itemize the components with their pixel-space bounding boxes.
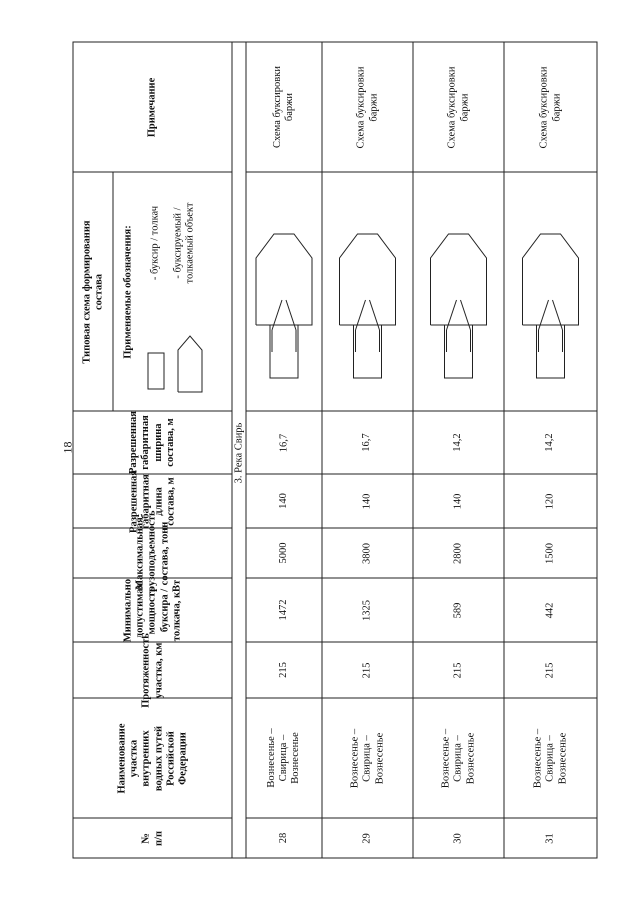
cell-length: 215 [361,662,373,678]
cell-max-width: 14,2 [452,433,464,452]
barge-hull [523,234,579,325]
cell-length: 215 [452,662,464,678]
tug-body [445,325,473,378]
cell-length: 215 [544,662,556,678]
cell-num: 30 [452,832,464,844]
cell-capacity: 3800 [361,542,373,564]
header-name: Наименование участка внутренних водных путей Российской Федерации [116,723,188,793]
legend-object-label: - буксируемый / толкаемый объект [171,202,195,283]
cell-power: 442 [544,602,556,618]
header-capacity: Максимальная грузоподъемность состава, тонн [134,509,170,597]
header-scheme: Типовая схема формирования состава [80,219,104,364]
cell-num: 31 [544,832,556,844]
cell-power: 1325 [361,599,373,621]
header-num: № п/п [140,830,164,846]
cell-name: Вознесенье – Свирица – Вознесенье [440,728,476,788]
cell-max-length: 140 [361,493,373,509]
cell-power: 1472 [277,599,289,621]
cell-capacity: 1500 [544,542,556,564]
barge-hull [340,234,396,325]
cell-max-length: 120 [544,493,556,509]
cell-max-width: 16,7 [361,433,373,452]
cell-note: Схема буксировки баржи [271,66,295,149]
header-power: Минимально допустимая мощность буксира / толкача, кВт [122,578,182,642]
towing-scheme-icon [523,234,579,378]
cell-num: 28 [277,832,289,844]
towing-scheme-icon [431,234,487,378]
legend-tug-label: - буксир / толкач [148,205,160,280]
cell-note: Схема буксировки баржи [446,66,470,149]
header-legend-title: Применяемые обозначения: [121,224,133,359]
cell-max-length: 140 [277,493,289,509]
towing-scheme-icon [256,234,312,378]
barge-hull [256,234,312,325]
cell-length: 215 [277,662,289,678]
cell-name: Вознесенье – Свирица – Вознесенье [532,728,568,788]
header-note: Примечание [146,77,158,137]
barge-legend-icon [148,353,164,389]
tug-body [354,325,382,378]
page-number: 18 [60,441,75,454]
towing-scheme-icon [340,234,396,378]
header-max-length: Разрешенная габаритная длина состава, м [128,469,176,533]
cell-num: 29 [361,832,373,844]
cell-note: Схема буксировки баржи [355,66,379,149]
cell-capacity: 2800 [452,542,464,564]
header-max-width: Разрешенная габаритная ширина состава, м [128,411,176,474]
cell-note: Схема буксировки баржи [538,66,562,149]
cell-capacity: 5000 [277,542,289,564]
tug-body [537,325,565,378]
header-length: Протяженность участка, км [140,632,164,708]
cell-name: Вознесенье – Свирица – Вознесенье [349,728,385,788]
tug-body [270,325,298,378]
barge-hull [431,234,487,325]
cell-max-width: 16,7 [277,433,289,452]
cell-max-length: 140 [452,493,464,509]
cell-name: Вознесенье – Свирица – Вознесенье [265,728,302,788]
cell-power: 589 [452,602,464,618]
tug-legend-icon [178,336,202,392]
section-label: 3. Река Свирь [232,422,244,483]
cell-max-width: 14,2 [544,433,556,452]
